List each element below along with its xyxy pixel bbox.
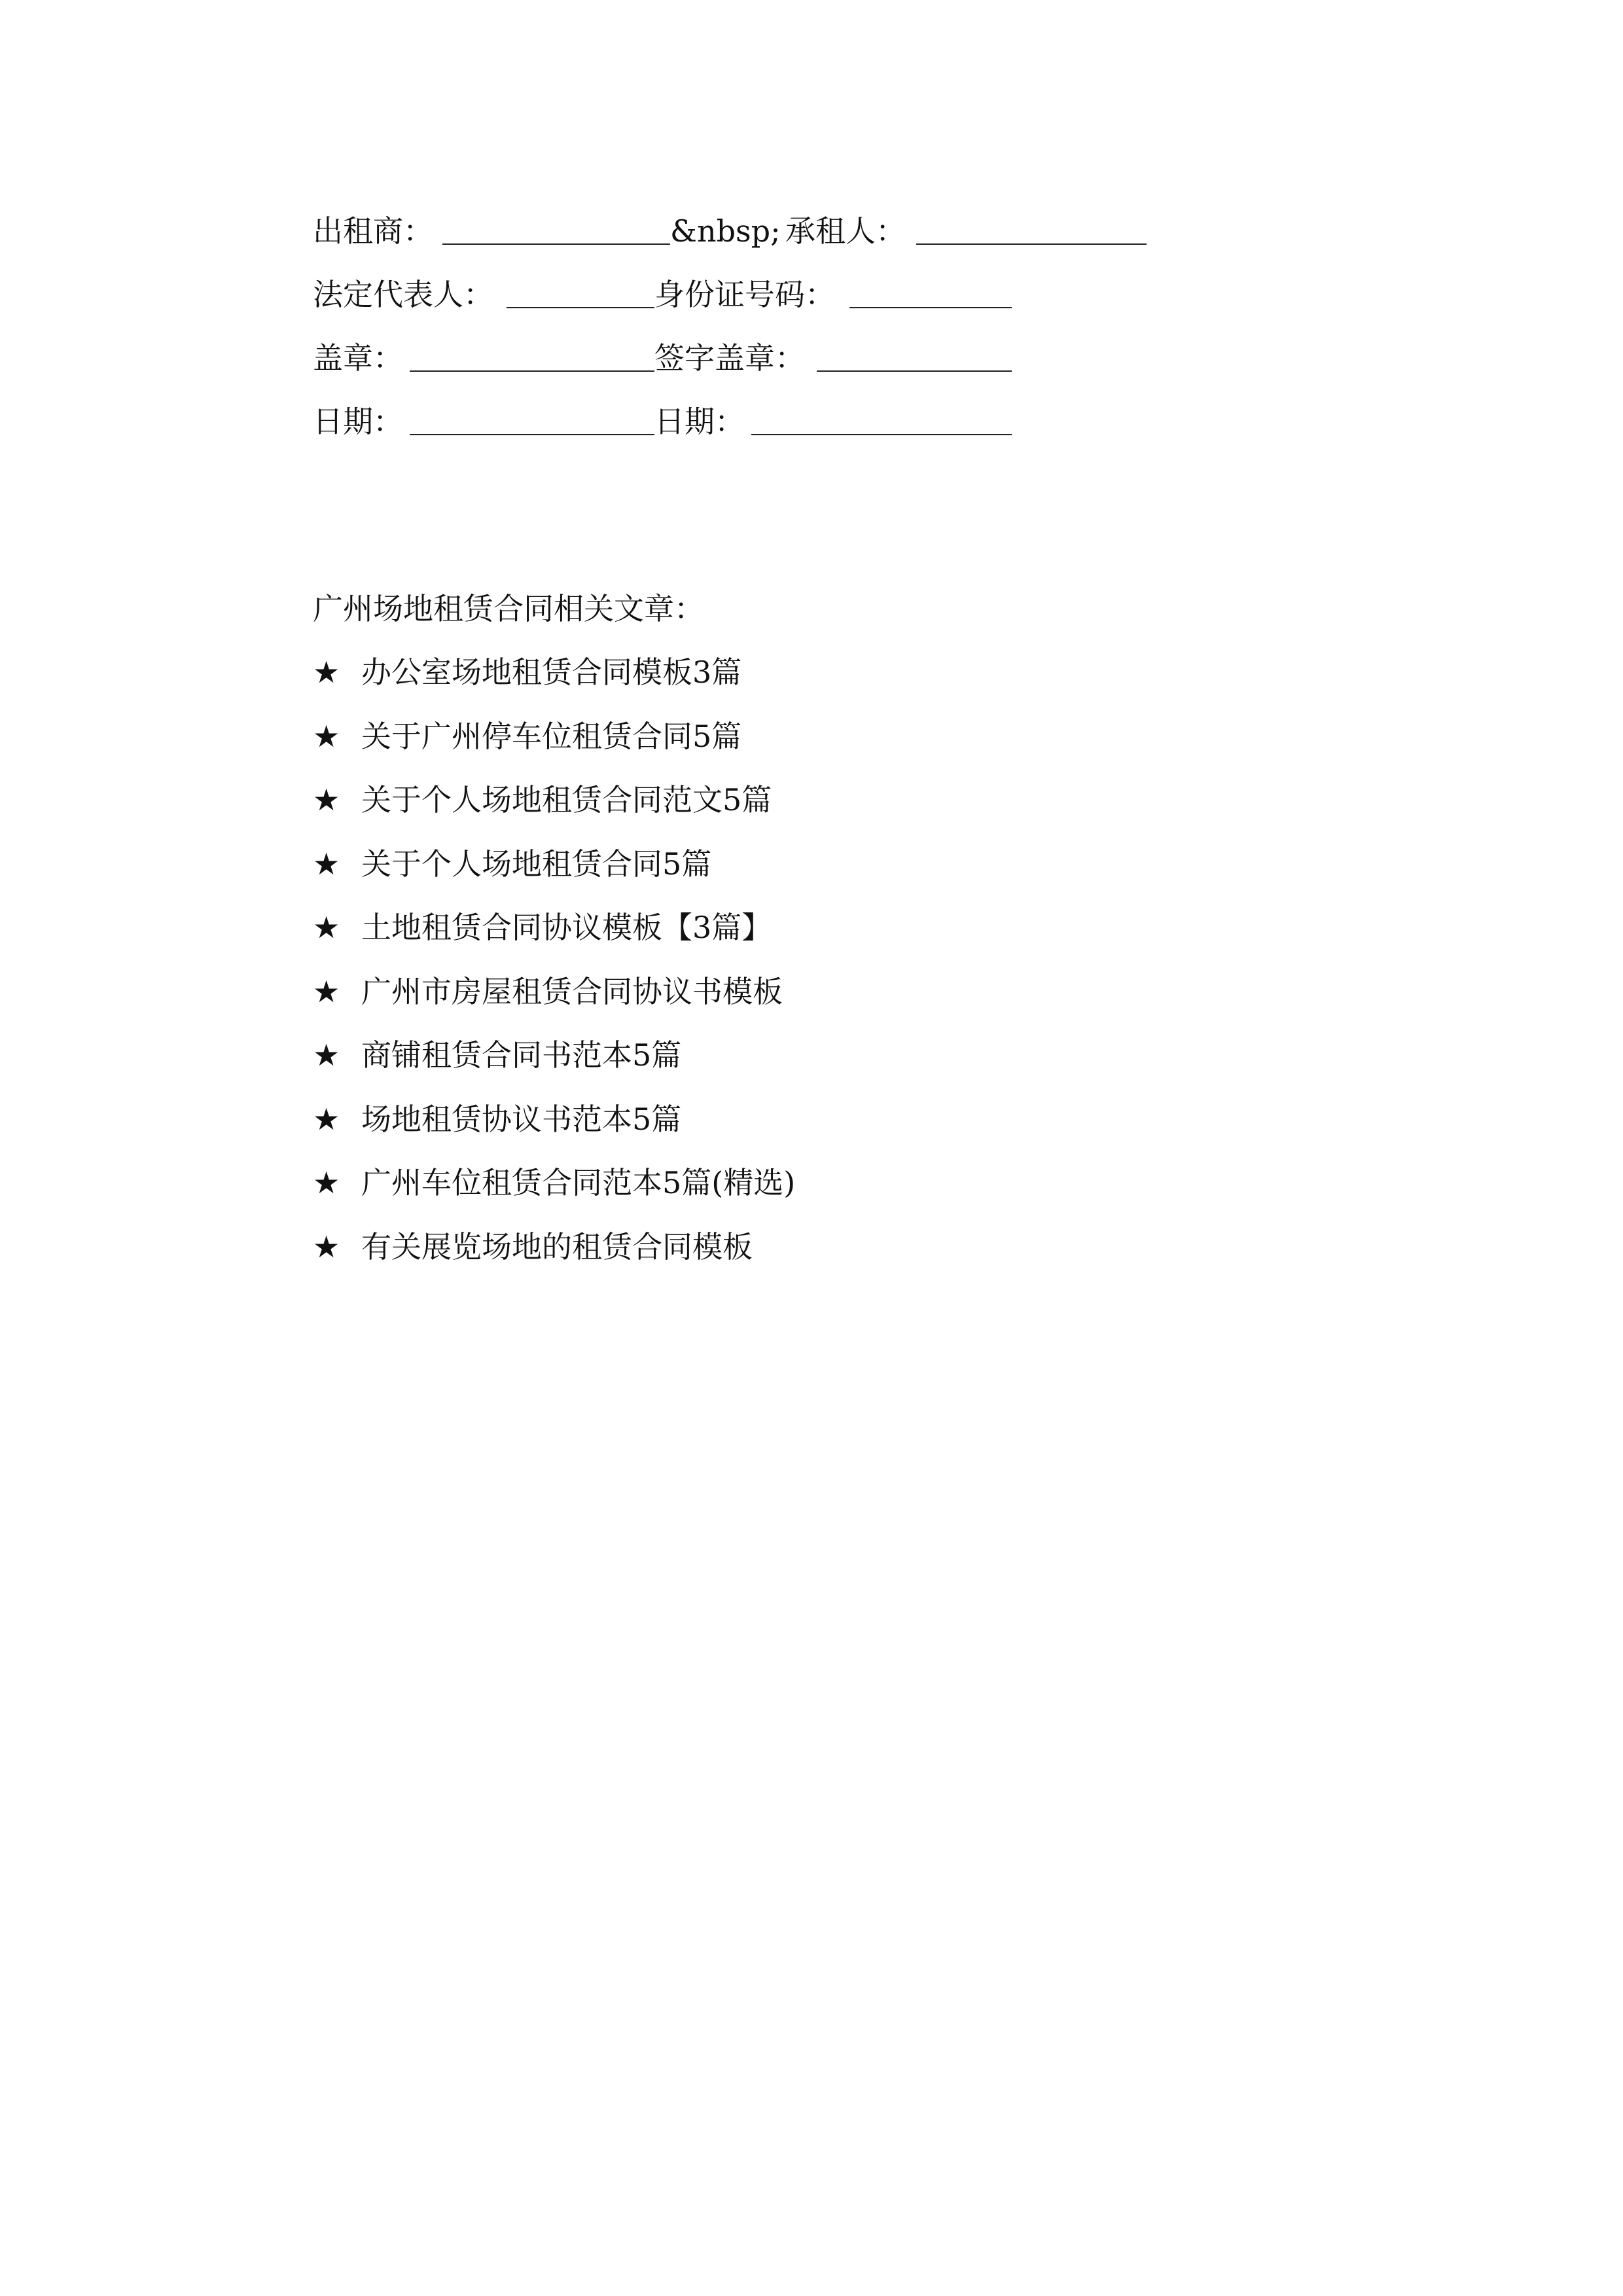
seal-label: 盖章： xyxy=(313,340,403,376)
related-article-link[interactable] xyxy=(313,905,795,969)
related-article-link[interactable] xyxy=(313,1160,795,1224)
article-title: 广州车位租赁合同范本5篇(精选) xyxy=(361,1165,796,1200)
article-title: 商铺租赁合同书范本5篇 xyxy=(361,1037,682,1073)
article-title: 办公室场地租赁合同模板3篇 xyxy=(361,655,742,690)
lessor-signature-line xyxy=(442,243,670,245)
related-articles-list xyxy=(313,649,795,1287)
article-title: 关于个人场地租赁合同5篇 xyxy=(361,846,712,882)
star-icon: ★ xyxy=(313,655,340,690)
seal-line xyxy=(410,370,654,372)
related-article-link[interactable] xyxy=(313,841,795,905)
sign-seal-line xyxy=(817,370,1012,372)
lessee-date-label: 日期： xyxy=(654,404,745,439)
legal-representative-line xyxy=(507,307,654,308)
lessor-date-line xyxy=(410,434,654,435)
article-title: 土地租赁合同协议模板【3篇】 xyxy=(361,910,772,945)
article-title: 有关展览场地的租赁合同模板 xyxy=(361,1229,753,1265)
sign-seal-label: 签字盖章： xyxy=(654,340,805,376)
lessee-signature-line xyxy=(916,243,1147,245)
star-icon: ★ xyxy=(313,1229,340,1265)
related-article-link[interactable] xyxy=(313,1032,795,1096)
star-icon: ★ xyxy=(313,973,340,1009)
signature-row-date xyxy=(313,399,1033,444)
star-icon: ★ xyxy=(313,846,340,882)
star-icon: ★ xyxy=(313,1037,340,1073)
related-article-link[interactable] xyxy=(313,649,795,713)
star-icon: ★ xyxy=(313,1101,340,1137)
lessor-label: 出租商： xyxy=(313,213,433,249)
star-icon: ★ xyxy=(313,1165,340,1200)
star-icon: ★ xyxy=(313,910,340,945)
related-article-link[interactable] xyxy=(313,777,795,841)
lessee-label: 承租人： xyxy=(785,213,906,249)
legal-representative-label: 法定代表人： xyxy=(313,277,493,312)
nbsp-literal-text: &nbsp; xyxy=(670,213,781,249)
article-title: 关于广州停车位租赁合同5篇 xyxy=(361,718,742,754)
related-article-link[interactable] xyxy=(313,1224,795,1288)
related-article-link[interactable] xyxy=(313,1096,795,1160)
related-articles-heading: 广州场地租赁合同相关文章： xyxy=(313,591,704,626)
related-article-link[interactable] xyxy=(313,969,795,1033)
signature-row-lessor-lessee xyxy=(313,208,1164,254)
id-number-line xyxy=(849,307,1012,308)
id-number-label: 身份证号码： xyxy=(654,277,835,312)
star-icon: ★ xyxy=(313,718,340,754)
related-article-link[interactable] xyxy=(313,713,795,778)
signature-row-seal xyxy=(313,335,1033,381)
star-icon: ★ xyxy=(313,782,340,817)
lessor-date-label: 日期： xyxy=(313,404,403,439)
lessee-date-line xyxy=(751,434,1012,435)
signature-row-representative-id xyxy=(313,272,1033,317)
article-title: 广州市房屋租赁合同协议书模板 xyxy=(361,973,783,1009)
article-title: 场地租赁协议书范本5篇 xyxy=(361,1101,682,1137)
article-title: 关于个人场地租赁合同范文5篇 xyxy=(361,782,772,817)
